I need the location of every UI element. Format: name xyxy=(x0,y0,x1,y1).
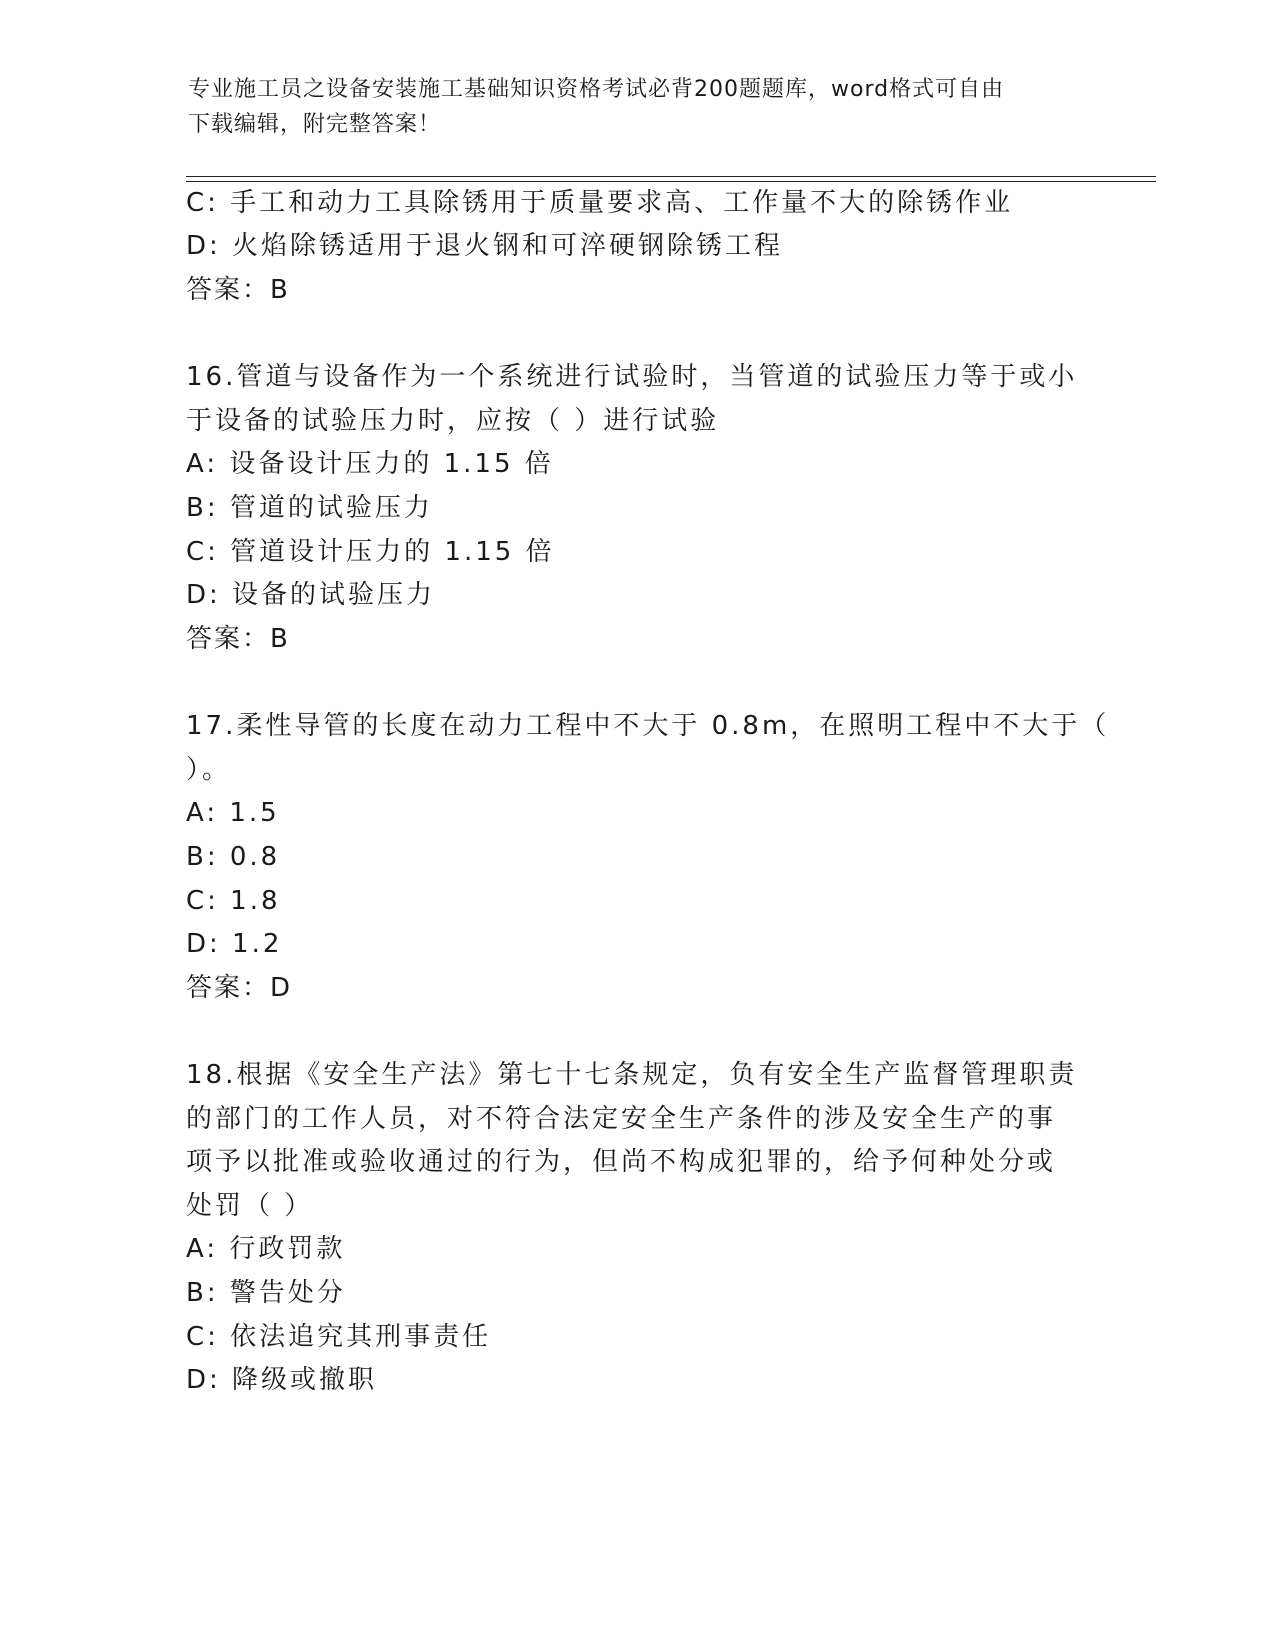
q17-option-b: B: 0.8 xyxy=(186,842,281,872)
q18-stem-line-2: 的部门的工作人员，对不符合法定安全生产条件的涉及安全生产的事 xyxy=(186,1104,1057,1134)
q18-option-c: C: 依法追究其刑事责任 xyxy=(186,1322,492,1352)
header-divider-top xyxy=(186,176,1156,177)
document-header xyxy=(188,72,1068,142)
q17-option-a: A: 1.5 xyxy=(186,798,280,828)
q17-option-d: D: 1.2 xyxy=(186,929,283,959)
q17-stem-line-2: ）。 xyxy=(186,755,232,785)
q18-stem-line-4: 处罚（ ） xyxy=(186,1191,314,1221)
q16-option-a: A: 设备设计压力的 1.15 倍 xyxy=(186,449,554,479)
q16-stem-line-2: 于设备的试验压力时，应按（ ）进行试验 xyxy=(186,406,720,436)
header-line-1: 专业施工员之设备安装施工基础知识资格考试必背200题题库，word格式可自由 xyxy=(188,77,1005,102)
q17-stem-line-1: 17.柔性导管的长度在动力工程中不大于 0.8m，在照明工程中不大于（ xyxy=(186,711,1110,741)
q18-stem-line-1: 18.根据《安全生产法》第七十七条规定，负有安全生产监督管理职责 xyxy=(186,1060,1078,1090)
q16-option-b: B: 管道的试验压力 xyxy=(186,493,433,523)
q18-option-a: A: 行政罚款 xyxy=(186,1234,346,1264)
q16-answer: 答案：B xyxy=(186,624,290,654)
q15-option-d: D: 火焰除锈适用于退火钢和可淬硬钢除锈工程 xyxy=(186,231,784,261)
header-line-2: 下载编辑，附完整答案！ xyxy=(188,112,442,137)
q18-stem-line-3: 项予以批准或验收通过的行为，但尚不构成犯罪的，给予何种处分或 xyxy=(186,1147,1057,1177)
q16-stem-line-1: 16.管道与设备作为一个系统进行试验时，当管道的试验压力等于或小 xyxy=(186,362,1078,392)
q16-option-d: D: 设备的试验压力 xyxy=(186,580,436,610)
q15-answer: 答案：B xyxy=(186,275,290,305)
q18-option-b: B: 警告处分 xyxy=(186,1278,346,1308)
header-divider-bottom xyxy=(186,181,1156,182)
q17-option-c: C: 1.8 xyxy=(186,886,281,916)
q16-option-c: C: 管道设计压力的 1.15 倍 xyxy=(186,537,555,567)
q18-option-d: D: 降级或撤职 xyxy=(186,1365,378,1395)
q15-option-c: C: 手工和动力工具除锈用于质量要求高、工作量不大的除锈作业 xyxy=(186,188,1014,218)
q17-answer: 答案：D xyxy=(186,973,293,1003)
